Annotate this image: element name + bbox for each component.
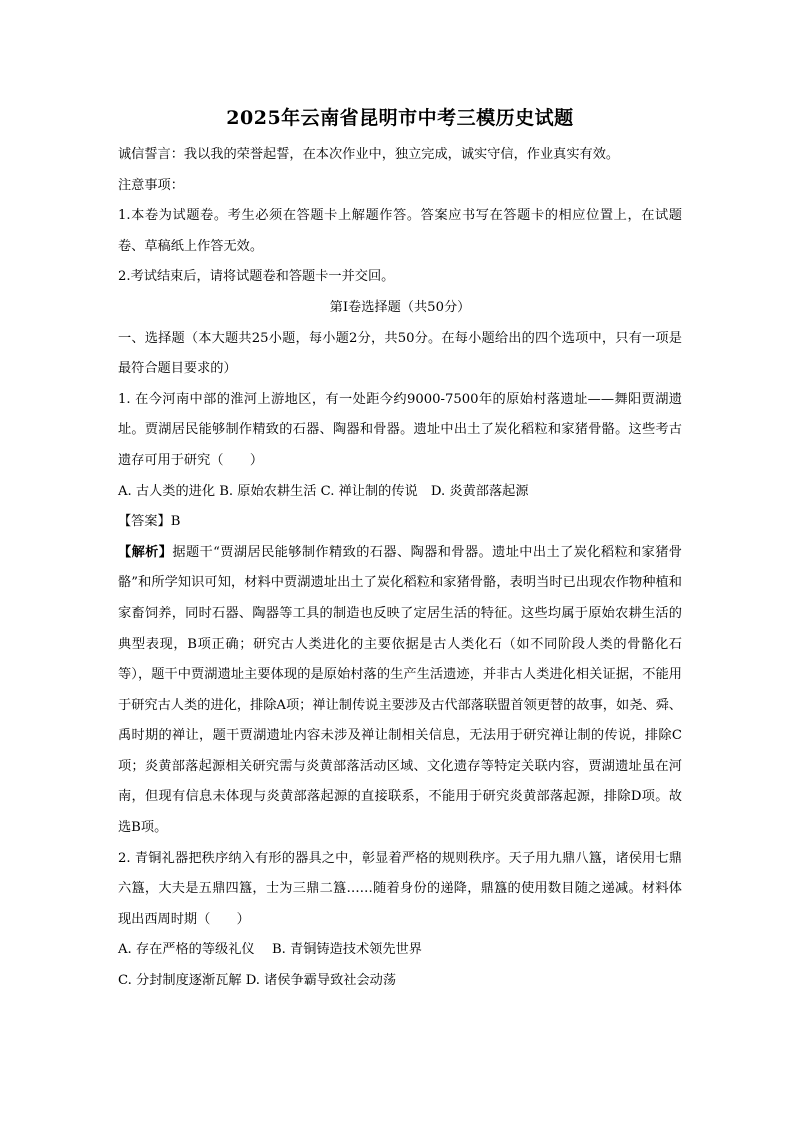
integrity-pledge: 诚信誓言：我以我的荣誉起誓，在本次作业中，独立完成，诚实守信，作业真实有效。 (118, 147, 620, 162)
analysis-text: 据题干“贾湖居民能够制作精致的石器、陶器和骨器。遗址中出土了炭化稻粒和家猪骨骼”和所学知识可知，材料中贾湖遗址出土了炭化稻粒和家猪骨骼，表明当时已出现农作物种植和家畜饲养，同时石器、陶器等工具的制造也反映了定居生活的特征。这些均属于原始农耕生活的典型表现，B项正确；研究古人类进化的主要依据是古人类化石（如不同阶段人类的骨骼化石等），题干中贾湖遗址主要体现的是原始村落的生产生活遗迹，并非古人类进化相关证据，不能用于研究古人类的进化，排除A项；禅让制传说主要涉及古代部落联盟首领更替的故事，如尧、舜、禹时期的禅让，题干贾湖遗址内容未涉及禅让制相关信息，无法用于研究禅让制的传说，排除C项；炎黄部落起源相关研究需与炎黄部落活动区域、文化遗存等特定关联内容，贾湖遗址虽在河南，但现有信息未体现与炎黄部落起源的直接联系，不能用于研究炎黄部落起源，排除D项。故选B项。 (118, 544, 682, 836)
question-1-analysis (118, 538, 682, 844)
question-1-stem: 1. 在今河南中部的淮河上游地区，有一处距今约9000-7500年的原始村落遗址——舞阳贾湖遗址。贾湖居民能够制作精致的石器、陶器和骨器。遗址中出土了炭化稻粒和家猪骨骼。这些考古遗存可用于研究（ ） (118, 391, 682, 468)
question-2-options-line-2: C. 分封制度逐渐瓦解 D. 诸侯争霸导致社会动荡 (118, 973, 397, 989)
analysis-label: 【解析】 (118, 544, 173, 560)
question-2-options-line-1: A. 存在严格的等级礼仪 B. 青铜铸造技术领先世界 (118, 942, 422, 958)
question-1-options: A. 古人类的进化 B. 原始农耕生活 C. 禅让制的传说 D. 炎黄部落起源 (118, 483, 529, 499)
notice-heading: 注意事项： (118, 177, 184, 193)
question-2-stem: 2. 青铜礼器把秩序纳入有形的器具之中，彰显着严格的规则秩序。天子用九鼎八簋，诸侯用七鼎六簋，大夫是五鼎四簋，士为三鼎二簋……随着身份的递降，鼎簋的使用数目随之递减。材料体现出西周时期（ ） (118, 850, 682, 927)
notice-item-2: 2.考试结束后，请将试题卷和答题卡一并交回。 (118, 269, 395, 285)
section-title: 第Ⅰ卷选择题（共50分） (329, 299, 471, 315)
question-1-answer: 【答案】B (118, 514, 181, 530)
page-title: 2025年云南省昆明市中考三模历史试题 (226, 107, 574, 129)
document-content (118, 104, 682, 997)
part-intro: 一、选择题（本大题共25小题，每小题2分，共50分。在每小题给出的四个选项中，只有一项是最符合题目要求的） (118, 330, 682, 377)
notice-item-1: 1.本卷为试题卷。考生必须在答题卡上解题作答。答案应书写在答题卡的相应位置上，在试题卷、草稿纸上作答无效。 (118, 208, 682, 254)
